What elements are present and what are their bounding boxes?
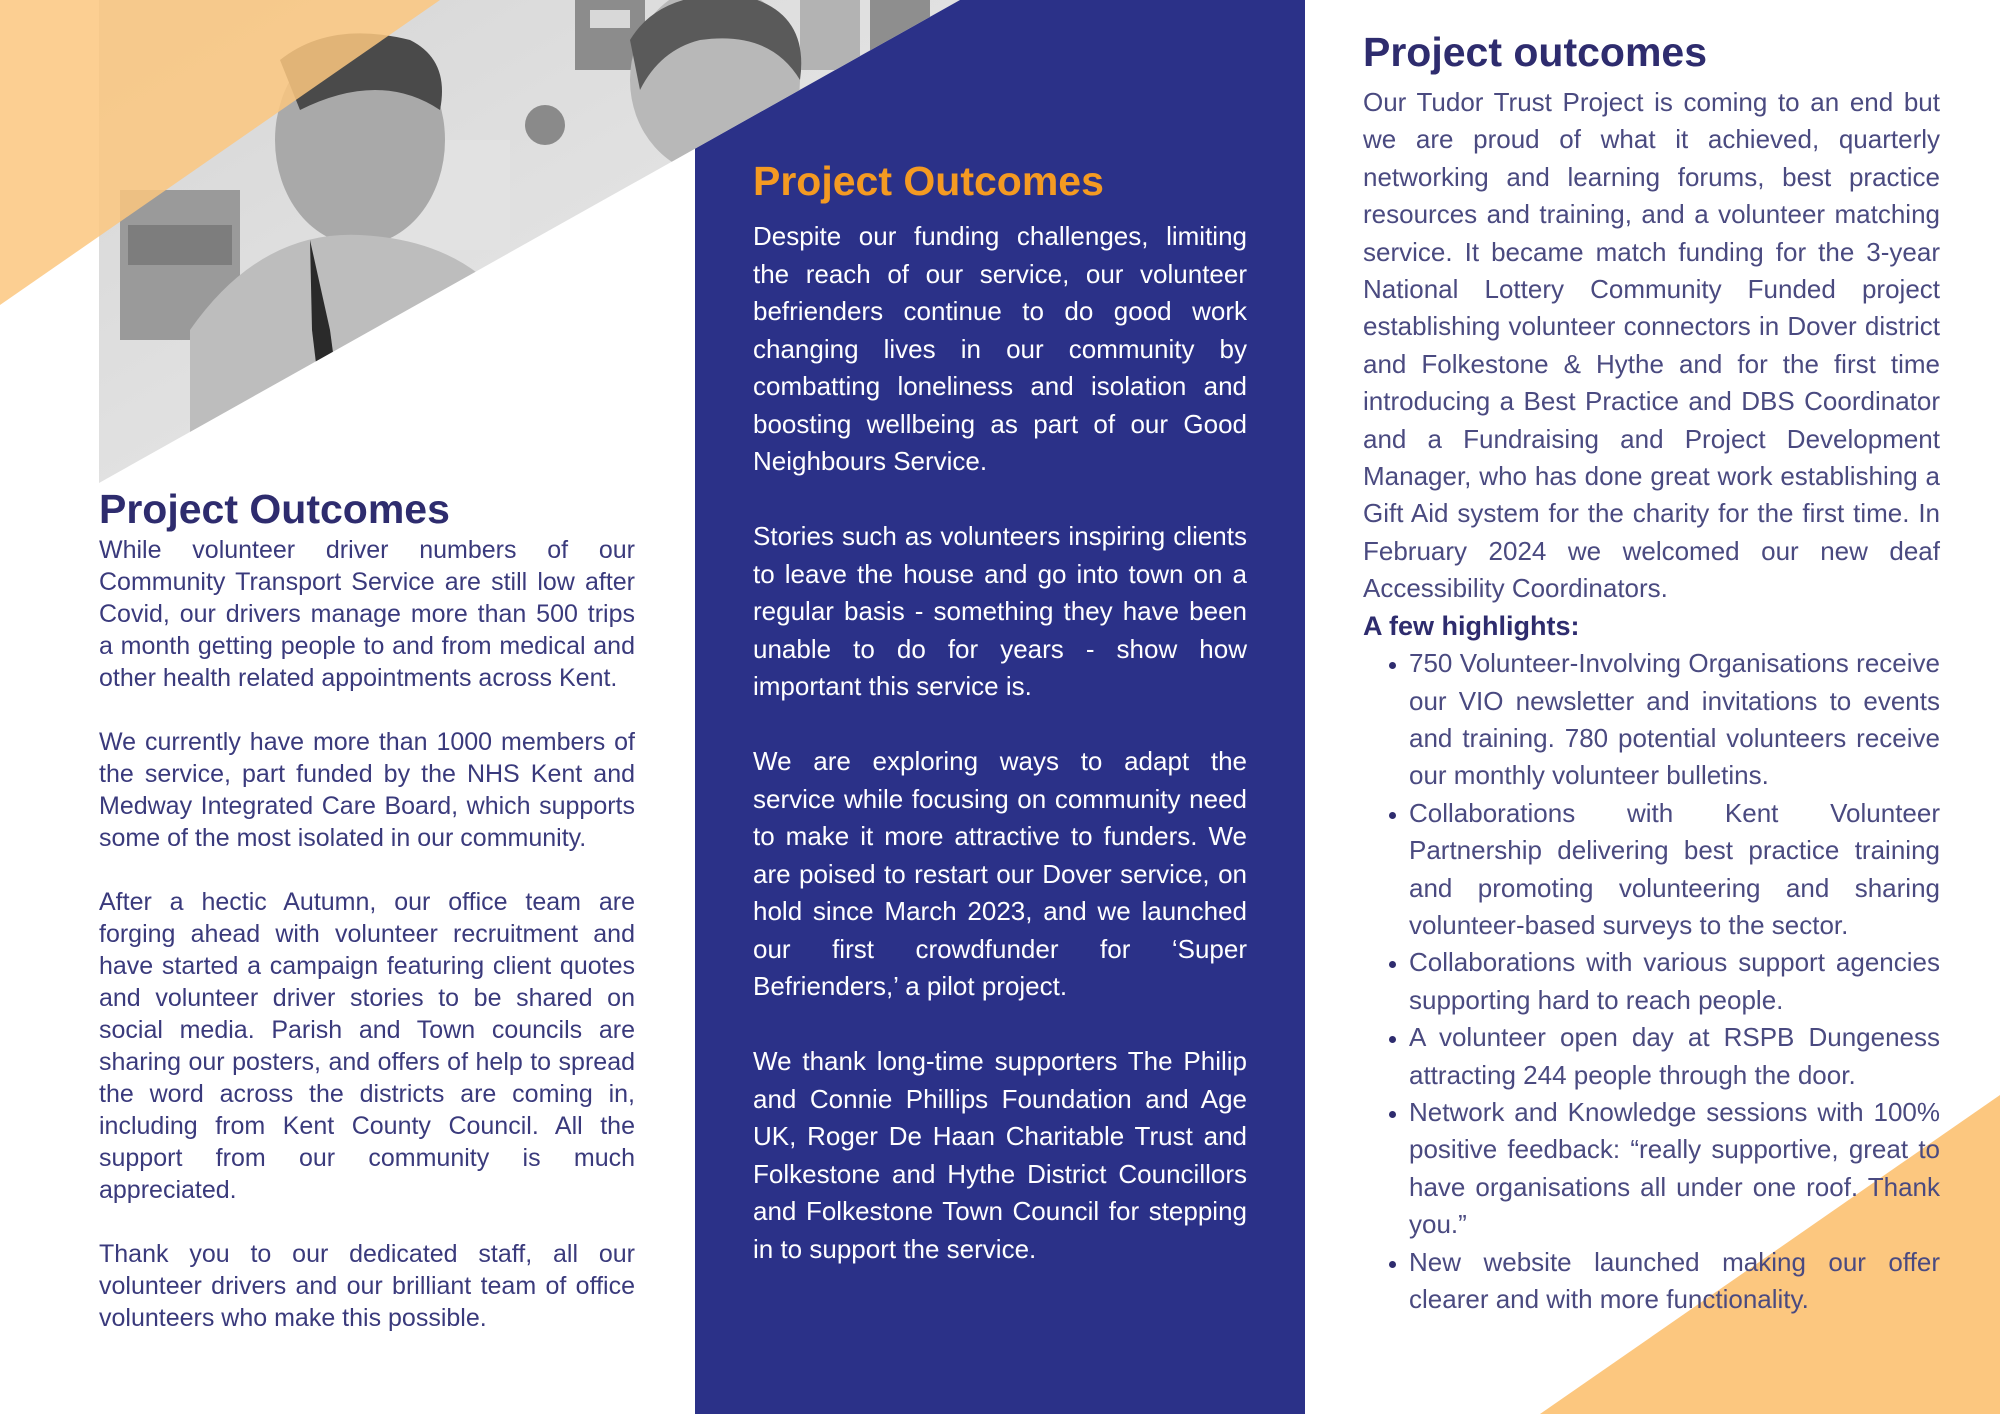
left-paragraph-2: We currently have more than 1000 members of the service, part funded by the NHS Kent and Medway Integrated Care Board, which supports some of the most isolated in our community. <box>99 728 635 852</box>
middle-column <box>753 156 1247 1268</box>
highlights-heading: A few highlights: <box>1363 610 1580 641</box>
middle-paragraph-3: We are exploring ways to adapt the service while focusing on community need to make it more attractive to funders. We are poised to restart our Dover service, on hold since March 2023, and we launched our first crowdfunder for ‘Super Befrienders,’ a pilot project. <box>753 746 1247 1001</box>
left-column <box>99 486 635 1334</box>
highlight-item: • Collaborations with Kent Volunteer Partnership delivering best practice training and promoting volunteering and sharing volunteer-based surveys to the sector. <box>1409 795 1940 945</box>
highlight-item: • 750 Volunteer-Involving Organisations receive our VIO newsletter and invitations to events and training. 780 potential volunteers receive our monthly volunteer bulletins. <box>1409 645 1940 795</box>
right-column-title: Project outcomes <box>1363 29 1708 75</box>
left-column-title: Project Outcomes <box>99 486 450 532</box>
left-paragraph-4: Thank you to our dedicated staff, all our volunteer drivers and our brilliant team of office volunteers who make this possible. <box>99 1240 635 1332</box>
middle-paragraph-1: Despite our funding challenges, limiting the reach of our service, our volunteer befrienders continue to do good work changing lives in our community by combatting loneliness and isolation and boosting wellbeing as part of our Good Neighbours Service. <box>753 221 1247 476</box>
left-paragraph-3: After a hectic Autumn, our office team are forging ahead with volunteer recruitment and have started a campaign featuring client quotes and volunteer driver stories to be shared on social media. Parish and Town councils are sharing our posters, and offers of help to spread the word across the districts are coming in, including from Kent County Council. All the support from our community is much appreciated. <box>99 888 635 1204</box>
right-intro-paragraph: Our Tudor Trust Project is coming to an end but we are proud of what it achieved, quarterly networking and learning forums, best practice resources and training, and a volunteer matching service. It became match funding for the 3-year National Lottery Community Funded project establishing volunteer connectors in Dover district and Folkestone & Hythe and for the first time introducing a Best Practice and DBS Coordinator and a Fundraising and Project Development Manager, who has done great work establishing a Gift Aid system for the charity for the first time. In February 2024 we welcomed our new deaf Accessibility Coordinators. <box>1363 87 1940 604</box>
middle-paragraph-2: Stories such as volunteers inspiring clients to leave the house and go into town on a regular basis - something they have been unable to do for years - show how important this service is. <box>753 521 1247 701</box>
right-column <box>1363 26 1940 1318</box>
left-paragraph-1: While volunteer driver numbers of our Community Transport Service are still low after Covid, our drivers manage more than 500 trips a month getting people to and from medical and other health related appointments across Kent. <box>99 536 635 692</box>
highlight-item: • Collaborations with various support agencies supporting hard to reach people. <box>1409 944 1940 1019</box>
highlight-item: • A volunteer open day at RSPB Dungeness attracting 244 people through the door. <box>1409 1019 1940 1094</box>
highlight-item: • Network and Knowledge sessions with 100% positive feedback: “really supportive, great to have organisations all under one roof. Thank you.” <box>1409 1094 1940 1244</box>
middle-paragraph-4: We thank long-time supporters The Philip and Connie Phillips Foundation and Age UK, Roger De Haan Charitable Trust and Folkestone and Hythe District Councillors and Folkestone Town Council for stepping in to support the service. <box>753 1046 1247 1264</box>
highlight-item: • New website launched making our offer clearer and with more functionality. <box>1409 1244 1940 1319</box>
middle-column-title: Project Outcomes <box>753 158 1104 204</box>
highlights-list <box>1363 645 1940 1318</box>
